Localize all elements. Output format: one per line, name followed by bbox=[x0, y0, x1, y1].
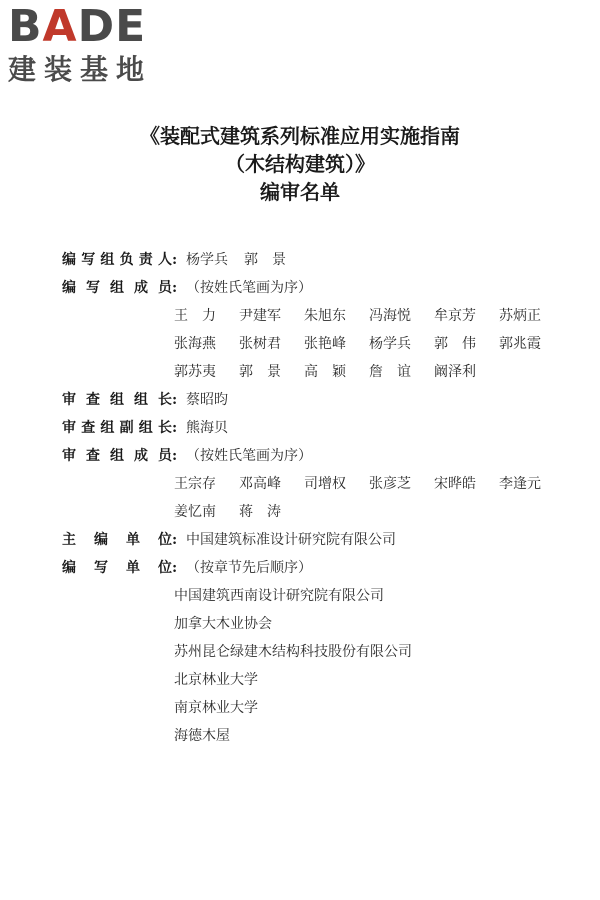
colon: : bbox=[172, 448, 178, 464]
review-deputy-row bbox=[62, 414, 582, 442]
person-name: 张海燕 bbox=[174, 336, 216, 352]
person-name: 姜忆南 bbox=[174, 504, 216, 520]
chief-editor-row bbox=[62, 526, 582, 554]
compile-members-row bbox=[62, 274, 582, 302]
document-title bbox=[0, 122, 600, 206]
compile-members-label: 编写组成员 bbox=[62, 280, 172, 296]
compile-units-label: 编写单位 bbox=[62, 560, 172, 576]
person-name: 宋晔皓 bbox=[434, 476, 476, 492]
person-name: 阚泽利 bbox=[434, 364, 476, 380]
person-name: 朱旭东 bbox=[304, 308, 346, 324]
compile-members-names-2 bbox=[62, 330, 582, 358]
compile-unit-org: 加拿大木业协会 bbox=[174, 616, 272, 632]
title-line-3: 编审名单 bbox=[260, 180, 340, 204]
person-name: 冯海悦 bbox=[369, 308, 411, 324]
compile-unit-org: 苏州昆仑绿建木结构科技股份有限公司 bbox=[174, 644, 412, 660]
person-name: 苏炳正 bbox=[499, 308, 541, 324]
person-name: 蒋 涛 bbox=[239, 504, 281, 520]
person-name: 司增权 bbox=[304, 476, 346, 492]
compile-lead-label: 编写组负责人 bbox=[62, 252, 172, 268]
person-name: 牟京芳 bbox=[434, 308, 476, 324]
chief-editor-label: 主编单位 bbox=[62, 532, 172, 548]
colon: : bbox=[172, 532, 178, 548]
colon: : bbox=[172, 560, 178, 576]
person-name: 高 颖 bbox=[304, 364, 346, 380]
review-members-names-2 bbox=[62, 498, 582, 526]
review-members-note: （按姓氏笔画为序） bbox=[186, 448, 312, 464]
compile-members-names-1 bbox=[62, 302, 582, 330]
person-name: 李逢元 bbox=[499, 476, 541, 492]
logo-subtitle: 建装基地 bbox=[8, 53, 153, 86]
colon: : bbox=[172, 392, 178, 408]
compile-units-row bbox=[62, 554, 582, 582]
compile-unit-org: 南京林业大学 bbox=[174, 700, 258, 716]
compile-lead-names bbox=[186, 246, 302, 274]
person-name: 詹 谊 bbox=[369, 364, 411, 380]
person-name: 张彦芝 bbox=[369, 476, 411, 492]
person-name: 杨学兵 bbox=[186, 252, 228, 268]
logo-letter-a: A bbox=[42, 1, 78, 52]
review-deputy-label: 审查组副组长 bbox=[62, 420, 172, 436]
review-lead-name: 蔡昭昀 bbox=[186, 392, 228, 408]
person-name: 郭 景 bbox=[244, 252, 286, 268]
person-name: 郭 伟 bbox=[434, 336, 476, 352]
title-line-2: （木结构建筑）》 bbox=[225, 152, 375, 176]
person-name: 郭苏夷 bbox=[174, 364, 216, 380]
compile-members-note: （按姓氏笔画为序） bbox=[186, 280, 312, 296]
person-name: 张艳峰 bbox=[304, 336, 346, 352]
logo-letter-b: B bbox=[8, 1, 43, 52]
bade-logo bbox=[8, 1, 178, 94]
chief-editor-org: 中国建筑标准设计研究院有限公司 bbox=[186, 532, 396, 548]
review-members-label: 审查组成员 bbox=[62, 448, 172, 464]
compile-units-note: （按章节先后顺序） bbox=[186, 560, 312, 576]
person-name: 郭 景 bbox=[239, 364, 281, 380]
colon: : bbox=[172, 280, 178, 296]
person-name: 郭兆霞 bbox=[499, 336, 541, 352]
title-line-1: 《装配式建筑系列标准应用实施指南 bbox=[140, 124, 460, 148]
compile-unit-org: 中国建筑西南设计研究院有限公司 bbox=[174, 588, 384, 604]
colon: : bbox=[172, 252, 178, 268]
review-members-row bbox=[62, 442, 582, 470]
review-members-names-1 bbox=[62, 470, 582, 498]
person-name: 王宗存 bbox=[174, 476, 216, 492]
logo-wordmark bbox=[8, 1, 178, 52]
person-name: 张树君 bbox=[239, 336, 281, 352]
person-name: 王 力 bbox=[174, 308, 216, 324]
person-name: 杨学兵 bbox=[369, 336, 411, 352]
logo-letters-de: DE bbox=[77, 1, 147, 52]
review-deputy-name: 熊海贝 bbox=[186, 420, 228, 436]
compile-unit-org: 北京林业大学 bbox=[174, 672, 258, 688]
roster-list bbox=[62, 246, 582, 750]
review-lead-label: 审查组组长 bbox=[62, 392, 172, 408]
review-lead-row bbox=[62, 386, 582, 414]
compile-members-names-3 bbox=[62, 358, 582, 386]
colon: : bbox=[172, 420, 178, 436]
compile-unit-org: 海德木屋 bbox=[174, 728, 230, 744]
person-name: 邓高峰 bbox=[239, 476, 281, 492]
person-name: 尹建军 bbox=[239, 308, 281, 324]
compile-lead-row bbox=[62, 246, 582, 274]
